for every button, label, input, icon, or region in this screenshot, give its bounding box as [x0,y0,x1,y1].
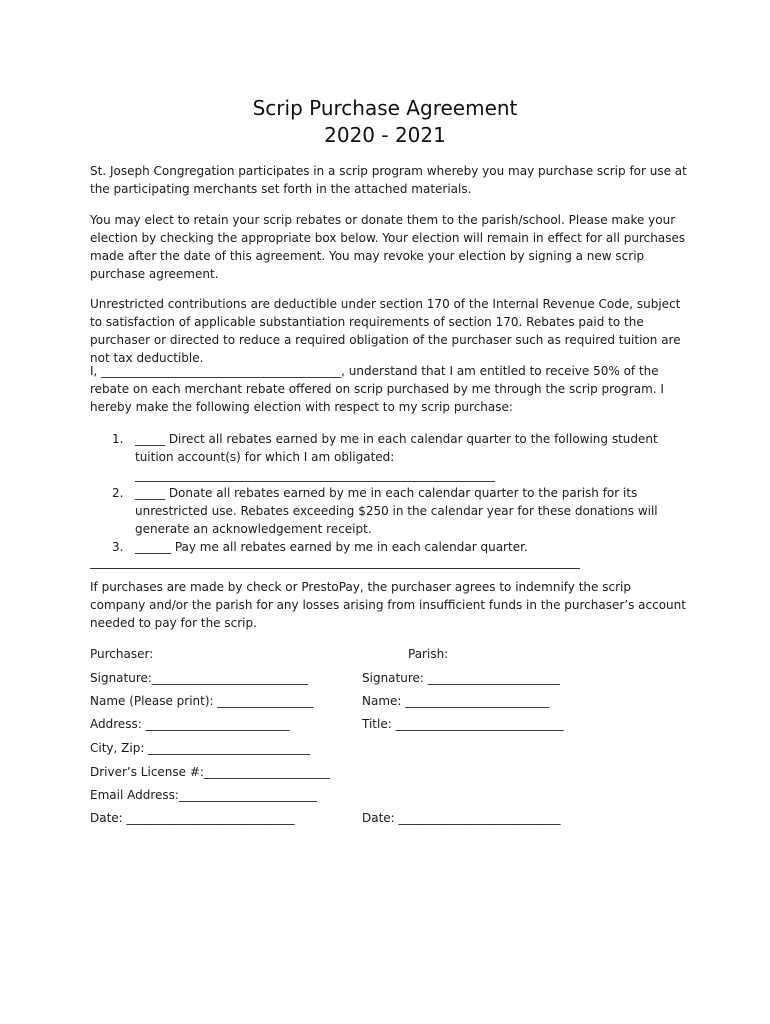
option-number: 1. [112,432,124,446]
election-option-2 [90,484,690,538]
purchaser-heading: Purchaser: [90,647,154,661]
parish-date-field[interactable]: Date: ___________________________ [362,811,561,825]
purchaser-signature-field[interactable]: Signature:__________________________ [90,671,308,685]
election-option-1 [90,430,690,484]
purchaser-city-zip-field[interactable]: City, Zip: ___________________________ [90,741,311,755]
option-text: ______ Pay me all rebates earned by me in each calendar quarter. [135,540,528,554]
parish-name-field[interactable]: Name: ________________________ [362,694,550,708]
option-number: 3. [112,540,124,554]
purchaser-email-field[interactable]: Email Address:_______________________ [90,788,317,802]
purchaser-drivers-license-field[interactable]: Driver’s License #:_____________________ [90,765,330,779]
parish-title-field[interactable]: Title: ____________________________ [362,717,564,731]
document-year: 2020 - 2021 [324,123,446,147]
election-option-3 [90,538,690,556]
option-text: _____ Direct all rebates earned by me in each calendar quarter to the following student tuition account(s) for which I am obligated: [135,432,658,464]
purchaser-name-field[interactable]: Name (Please print): ________________ [90,694,314,708]
paragraph-indemnify: If purchases are made by check or PrestoPay, the purchaser agrees to indemnify the scrip company and/or the parish for any losses arising from insufficient funds in the purchaser’s account needed to pay for the scrip. [90,580,686,630]
purchaser-date-field[interactable]: Date: ____________________________ [90,811,295,825]
purchaser-address-field[interactable]: Address: ________________________ [90,717,290,731]
parish-heading: Parish: [408,647,449,661]
tuition-account-line: ____________________________________________________________ [135,468,495,482]
document-title: Scrip Purchase Agreement [252,96,518,120]
section-divider [90,568,580,569]
paragraph-election: You may elect to retain your scrip rebates or donate them to the parish/school. Please make your election by checking the appropriate box below. Your election will remain in effect for all purchases made after the date of this agreement. You may revoke your election by signing a new scrip purchase agreement. [90,213,686,281]
paragraph-program-intro: St. Joseph Congregation participates in a scrip program whereby you may purchase scrip for use at the participating merchants set forth in the attached materials. [90,164,687,196]
option-number: 2. [112,486,124,500]
option-text: _____ Donate all rebates earned by me in each calendar quarter to the parish for its unrestricted use. Rebates exceeding $250 in the calendar year for these donations will generate an acknowledgement receipt. [135,486,658,536]
parish-signature-field[interactable]: Signature: ______________________ [362,671,560,685]
paragraph-entitlement: I, ________________________________________, understand that I am entitled to receive 50% of the rebate on each merchant rebate offered on scrip purchased by me through the scrip program. I hereby make the following election with respect to my scrip purchase: [90,364,664,414]
election-options-list [90,430,690,556]
paragraph-tax: Unrestricted contributions are deductible under section 170 of the Internal Revenue Code, subject to satisfaction of applicable substantiation requirements of section 170. Rebates paid to the purchaser or directed to reduce a required obligation of the purchaser such as required tuition are not tax deductible. [90,297,681,365]
